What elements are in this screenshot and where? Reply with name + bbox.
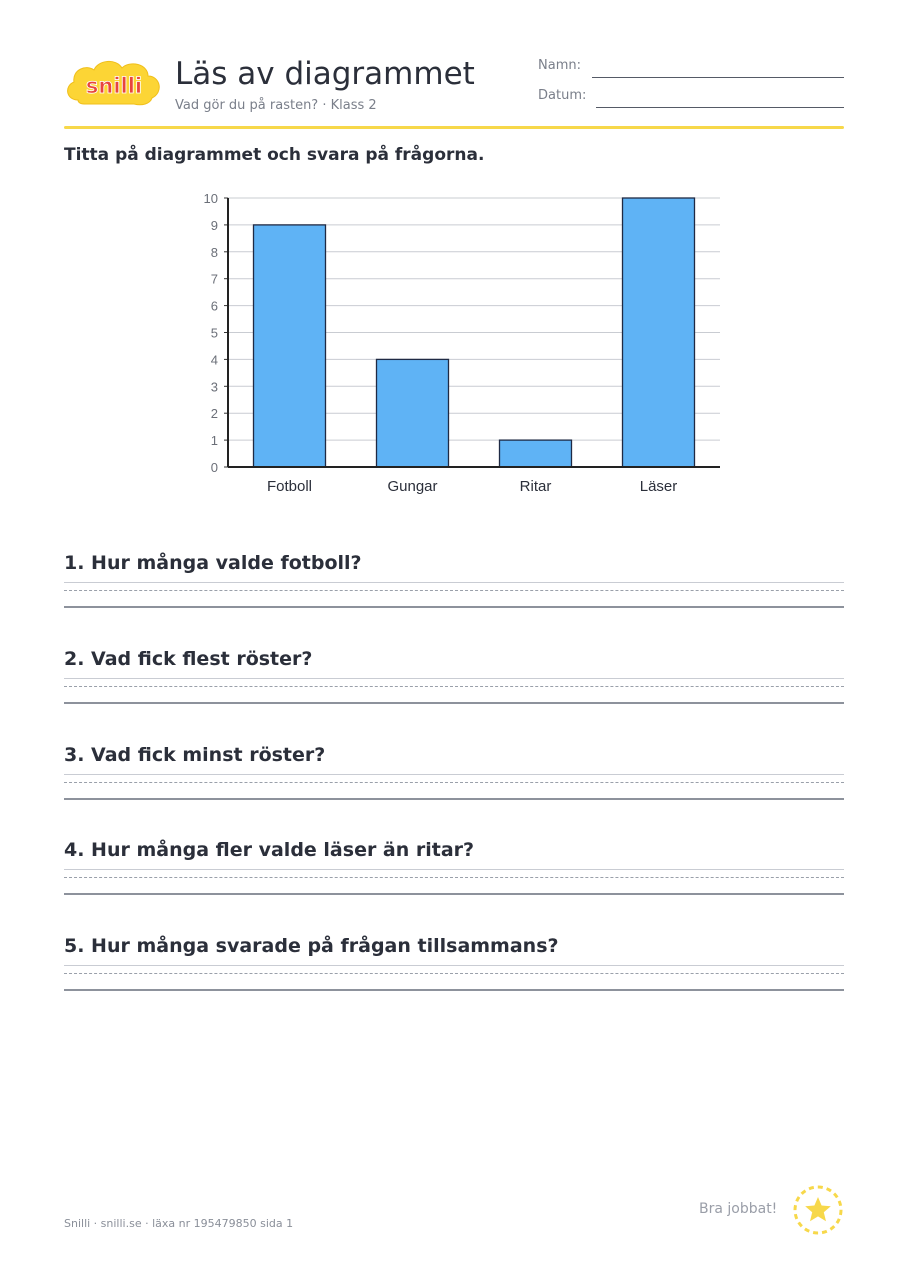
date-label: Datum: (538, 88, 587, 103)
y-tick-label: 5 (210, 325, 218, 341)
answer-line-base[interactable] (64, 989, 844, 991)
worksheet-header (64, 50, 844, 130)
answer-line-dashed (64, 973, 844, 974)
y-tick-label: 0 (210, 460, 218, 475)
y-tick-label: 2 (210, 406, 218, 422)
answer-line-top (64, 678, 844, 679)
y-tick-label: 10 (203, 191, 218, 206)
question-text: 2. Vad fick flest röster? (64, 648, 313, 670)
answer-line-base[interactable] (64, 702, 844, 704)
answer-line-top (64, 965, 844, 966)
svg-text:snilli: snilli (85, 74, 143, 98)
x-tick-label: Fotboll (266, 478, 313, 495)
snilli-logo (64, 54, 164, 110)
instruction-text: Titta på diagrammet och svara på frågorna. (64, 145, 485, 165)
question-1 (64, 552, 844, 612)
bar-ritar (500, 440, 572, 467)
footer-text: Snilli · snilli.se · läxa nr 195479850 sida 1 (64, 1217, 294, 1230)
answer-line-top (64, 869, 844, 870)
answer-line-dashed (64, 686, 844, 687)
question-text: 3. Vad fick minst röster? (64, 744, 326, 766)
y-tick-label: 1 (210, 433, 218, 449)
y-tick-label: 8 (210, 244, 218, 260)
date-field[interactable] (538, 88, 844, 108)
question-text: 1. Hur många valde fotboll? (64, 552, 362, 574)
star-icon (792, 1184, 844, 1236)
header-divider (64, 126, 844, 129)
answer-line-top (64, 582, 844, 583)
y-tick-label: 6 (210, 298, 218, 314)
question-4 (64, 839, 844, 899)
bar-läser (623, 198, 695, 467)
x-tick-label: Läser (639, 478, 678, 495)
answer-line-dashed (64, 877, 844, 878)
question-5 (64, 935, 844, 995)
answer-line-base[interactable] (64, 606, 844, 608)
answer-line-dashed (64, 590, 844, 591)
bravo-text: Bra jobbat! (699, 1201, 778, 1217)
page-subtitle: Vad gör du på rasten? · Klass 2 (175, 98, 377, 113)
x-tick-label: Ritar (519, 478, 552, 495)
bar-chart (190, 185, 730, 505)
y-tick-label: 3 (210, 379, 218, 395)
date-line (596, 107, 844, 108)
question-3 (64, 744, 844, 804)
name-field[interactable] (538, 58, 844, 78)
name-label: Namn: (538, 58, 581, 73)
answer-line-base[interactable] (64, 798, 844, 800)
y-tick-label: 7 (210, 271, 218, 287)
question-text: 5. Hur många svarade på frågan tillsammans? (64, 935, 559, 957)
answer-line-top (64, 774, 844, 775)
name-line (592, 77, 844, 78)
bar-fotboll (254, 225, 326, 467)
page-title: Läs av diagrammet (175, 56, 475, 92)
answer-line-base[interactable] (64, 893, 844, 895)
question-2 (64, 648, 844, 708)
answer-line-dashed (64, 782, 844, 783)
y-tick-label: 9 (210, 217, 218, 233)
bar-gungar (377, 359, 449, 467)
y-tick-label: 4 (210, 352, 218, 368)
question-text: 4. Hur många fler valde läser än ritar? (64, 839, 475, 861)
x-tick-label: Gungar (387, 478, 438, 495)
